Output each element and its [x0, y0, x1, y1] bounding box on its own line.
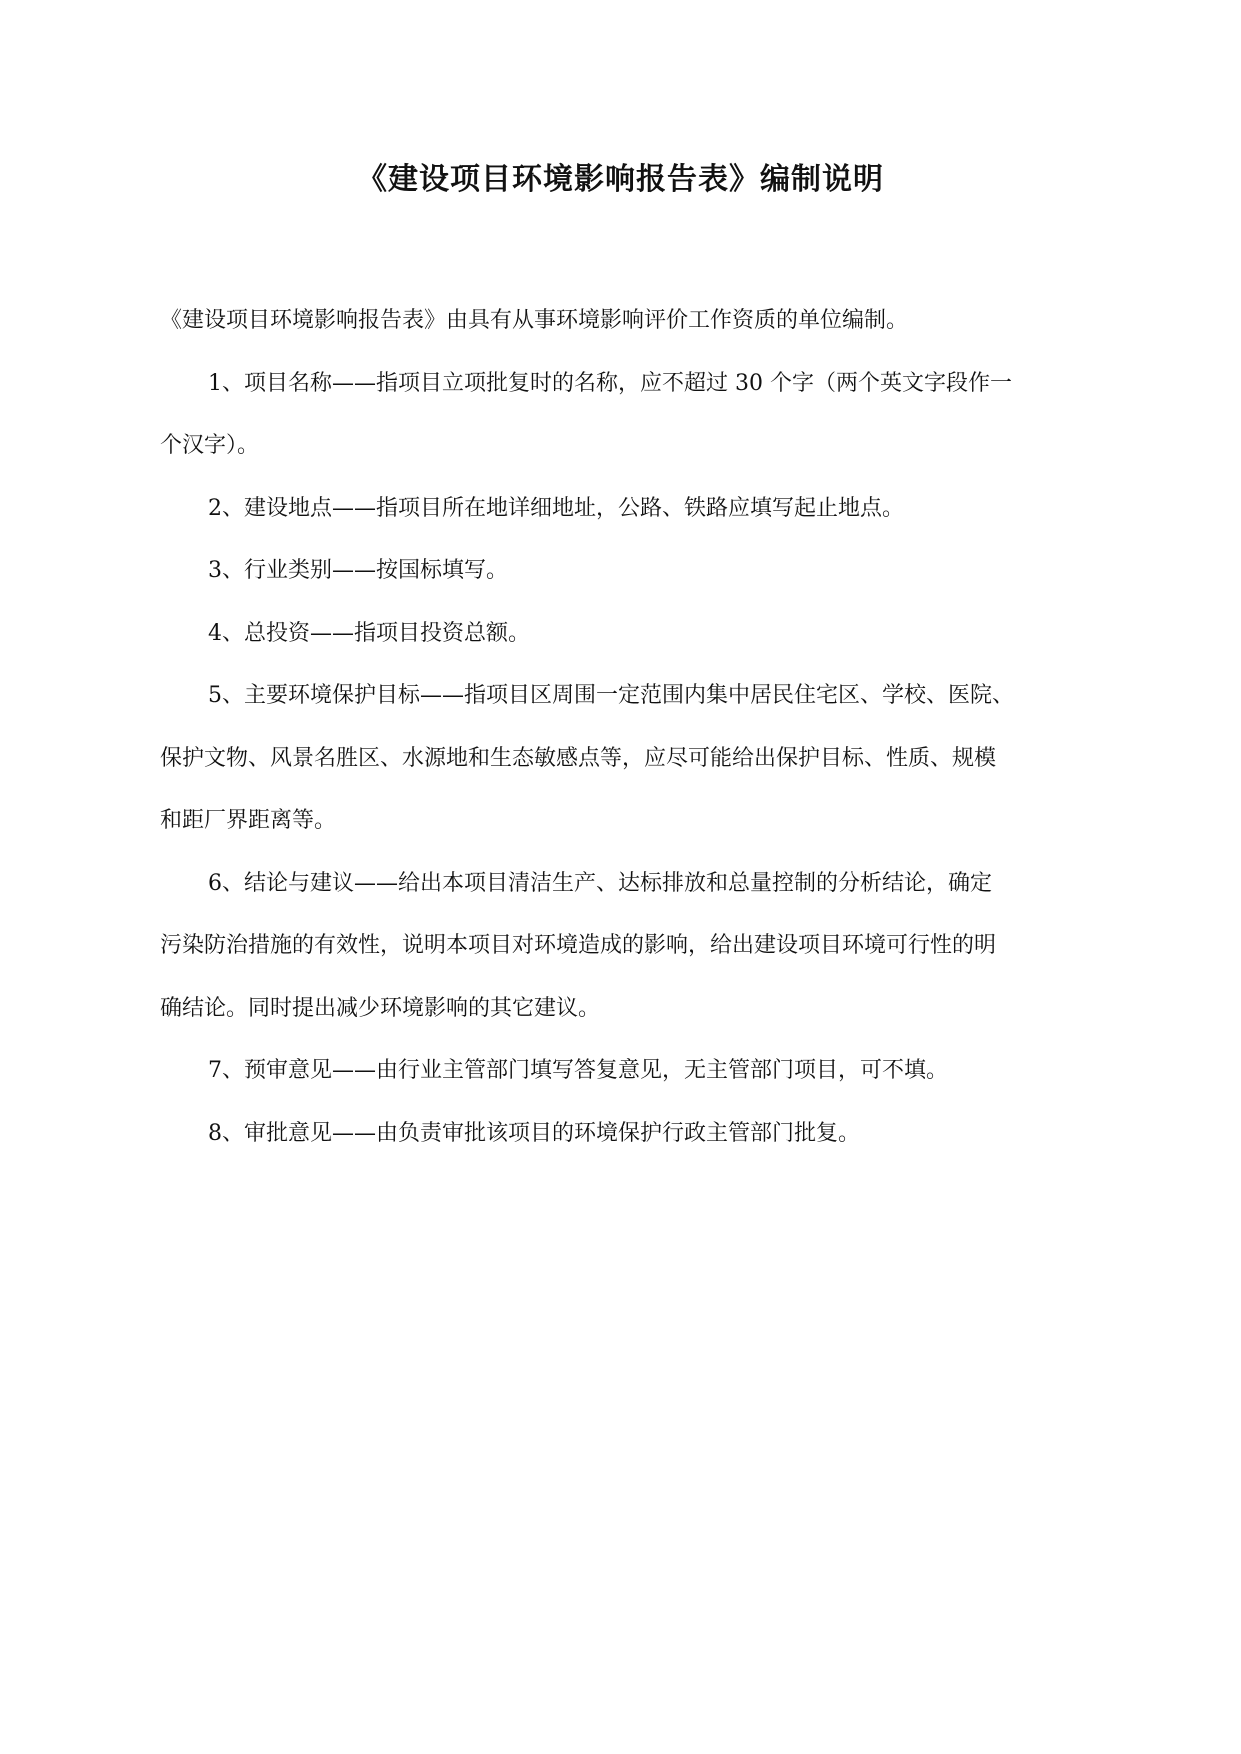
item-5-line-3: 和距厂界距离等。 [160, 808, 337, 833]
document-body [160, 290, 1097, 1165]
item-2 [160, 478, 1097, 541]
intro-paragraph: 《建设项目环境影响报告表》由具有从事环境影响评价工作资质的单位编制。 [160, 308, 909, 333]
item-4 [160, 603, 1097, 666]
item-1 [160, 353, 1097, 478]
item-8 [160, 1103, 1097, 1166]
item-1-line-1: 1、项目名称——指项目立项批复时的名称，应不超过 30 个字（两个英文字段作一 [208, 370, 1012, 396]
item-6-line-1: 6、结论与建议——给出本项目清洁生产、达标排放和总量控制的分析结论，确定 [208, 870, 992, 896]
item-5-line-1: 5、主要环境保护目标——指项目区周围一定范围内集中居民住宅区、学校、医院、 [208, 683, 1014, 708]
item-3-line-1: 3、行业类别——按国标填写。 [208, 558, 508, 583]
item-6 [160, 853, 1097, 1041]
item-2-line-1: 2、建设地点——指项目所在地详细地址，公路、铁路应填写起止地点。 [208, 495, 904, 521]
item-1-line-2: 个汉字）。 [160, 433, 260, 458]
item-7 [160, 1040, 1097, 1103]
item-6-line-2: 污染防治措施的有效性，说明本项目对环境造成的影响，给出建设项目环境可行性的明 [160, 933, 997, 958]
item-5 [160, 665, 1097, 853]
item-6-line-3: 确结论。同时提出减少环境影响的其它建议。 [160, 995, 601, 1021]
item-3 [160, 540, 1097, 603]
page-title: 《建设项目环境影响报告表》编制说明 [357, 162, 884, 197]
item-5-line-2: 保护文物、风景名胜区、水源地和生态敏感点等，应尽可能给出保护目标、性质、规模 [160, 745, 997, 771]
item-4-line-1: 4、总投资——指项目投资总额。 [208, 620, 530, 646]
item-7-line-1: 7、预审意见——由行业主管部门填写答复意见，无主管部门项目，可不填。 [208, 1058, 948, 1083]
item-8-line-1: 8、审批意见——由负责审批该项目的环境保护行政主管部门批复。 [208, 1120, 860, 1146]
